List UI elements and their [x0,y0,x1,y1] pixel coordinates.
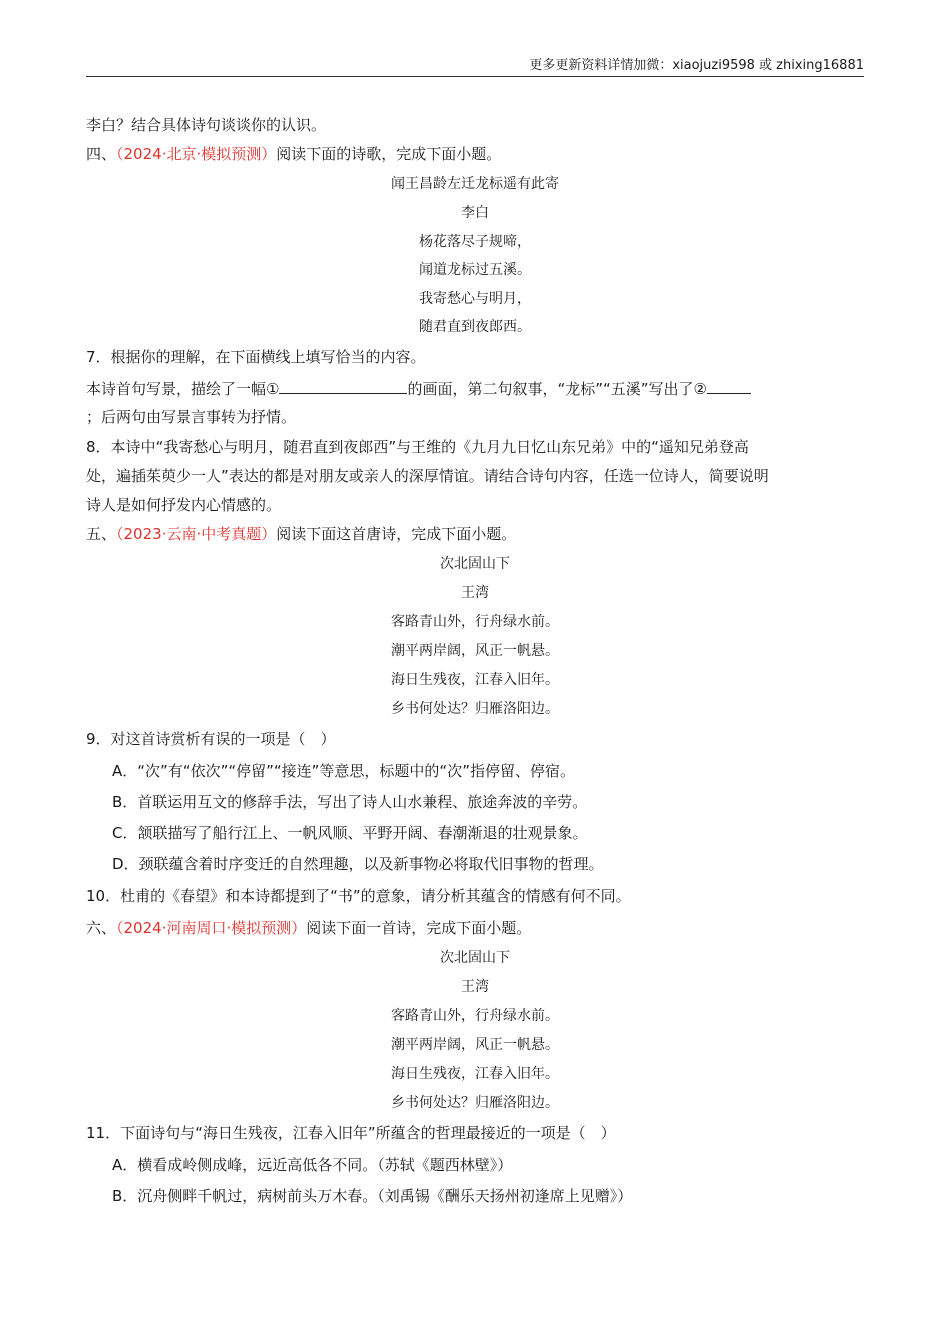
poem-line: 潮平两岸阔，风正一帆悬。 [391,1037,559,1053]
poem-line: 客路青山外，行舟绿水前。 [391,1008,559,1024]
question-7-stem: 7．根据你的理解，在下面横线上填写恰当的内容。 [86,348,426,366]
poem-line: 潮平两岸阔，风正一帆悬。 [391,643,559,659]
choice-option[interactable]: D．颈联蕴含着时序变迁的自然理趣，以及新事物必将取代旧事物的哲理。 [112,855,604,873]
section-instruction: 阅读下面一首诗，完成下面小题。 [306,919,532,937]
answer-blank-2[interactable] [707,377,751,394]
choice-option[interactable]: A．横看成岭侧成峰，远近高低各不同。（苏轼《题西林壁》） [112,1156,513,1174]
section-instruction: 阅读下面的诗歌，完成下面小题。 [276,145,502,163]
section-number: 六、 [86,919,117,937]
section-instruction: 阅读下面这首唐诗，完成下面小题。 [276,525,517,543]
poem-line: 乡书何处达？归雁洛阳边。 [391,1095,559,1111]
section-number: 四、 [86,145,117,163]
header-contact-text: 更多更新资料详情加微：xiaojuzi9598 或 zhixing16881 [529,58,864,73]
poem-line: 闻道龙标过五溪。 [419,262,531,278]
question-source: （2023·云南·中考真题） [116,525,277,543]
poem-title: 次北固山下 [440,950,510,966]
section-number: 五、 [86,525,117,543]
poem-line: 海日生残夜，江春入旧年。 [391,672,559,688]
question-source: （2024·北京·模拟预测） [116,145,277,163]
choice-option[interactable]: B．首联运用互文的修辞手法，写出了诗人山水兼程、旅途奔波的辛劳。 [112,793,588,811]
question-7-fill-line [86,377,864,400]
fill-text: 的画面，第二句叙事，“龙标”“五溪”写出了② [407,380,707,398]
choice-option[interactable]: A．“次”有“依次”“停留”“接连”等意思，标题中的“次”指停留、停宿。 [112,762,575,780]
intro-line: 李白？结合具体诗句谈谈你的认识。 [86,116,327,134]
question-9-stem: 9．对这首诗赏析有误的一项是（ ） [86,730,336,748]
poem-line: 杨花落尽子规啼， [419,234,531,250]
question-11-stem: 11．下面诗句与“海日生残夜，江春入旧年”所蕴含的哲理最接近的一项是（ ） [86,1124,616,1142]
choice-option[interactable]: C．颔联描写了船行江上、一帆风顺、平野开阔、春潮渐退的壮观景象。 [112,824,588,842]
poem-line: 海日生残夜，江春入旧年。 [391,1066,559,1082]
poem-author: 李白 [461,205,489,221]
question-7-fill-end: ；后两句由写景言事转为抒情。 [86,408,297,426]
poem-line: 随君直到夜郎西。 [419,319,531,335]
answer-blank-1[interactable] [279,377,407,394]
fill-text: 本诗首句写景，描绘了一幅① [86,380,280,398]
poem-line: 客路青山外，行舟绿水前。 [391,614,559,630]
poem-line: 乡书何处达？归雁洛阳边。 [391,701,559,717]
page-header [86,56,864,77]
question-8-line: 8．本诗中“我寄愁心与明月，随君直到夜郎西”与王维的《九月九日忆山东兄弟》中的“遥知兄弟登高 [86,438,749,456]
question-10: 10．杜甫的《春望》和本诗都提到了“书”的意象，请分析其蕴含的情感有何不同。 [86,887,631,905]
choice-option[interactable]: B．沉舟侧畔千帆过，病树前头万木春。（刘禹锡《酬乐天扬州初逢席上见赠》） [112,1187,633,1205]
section5-heading [86,523,864,545]
poem-author: 王湾 [461,979,489,995]
section6-heading [86,917,864,939]
question-source: （2024·河南周口·模拟预测） [116,919,307,937]
poem-title: 次北固山下 [440,556,510,572]
question-8-line: 处，遍插茱萸少一人”表达的都是对朋友或亲人的深厚情谊。请结合诗句内容，任选一位诗人，简要说明 [86,467,769,485]
poem-author: 王湾 [461,585,489,601]
question-8-line: 诗人是如何抒发内心情感的。 [86,496,282,514]
poem-title: 闻王昌龄左迁龙标遥有此寄 [391,176,559,192]
poem-line: 我寄愁心与明月， [419,291,531,307]
section4-heading [86,143,864,165]
